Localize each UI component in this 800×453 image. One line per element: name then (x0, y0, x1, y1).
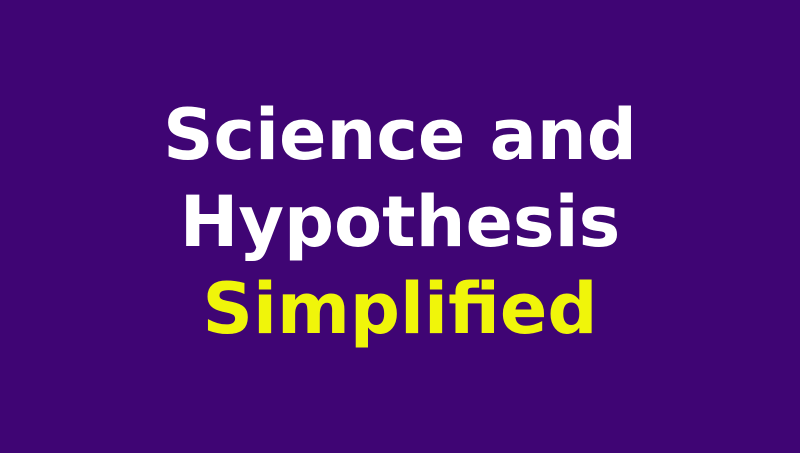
title-line-science-and: Science and (163, 94, 637, 176)
title-line-hypothesis: Hypothesis (179, 181, 621, 263)
title-line-simplified: Simplified (202, 268, 598, 350)
page-title (0, 92, 800, 353)
